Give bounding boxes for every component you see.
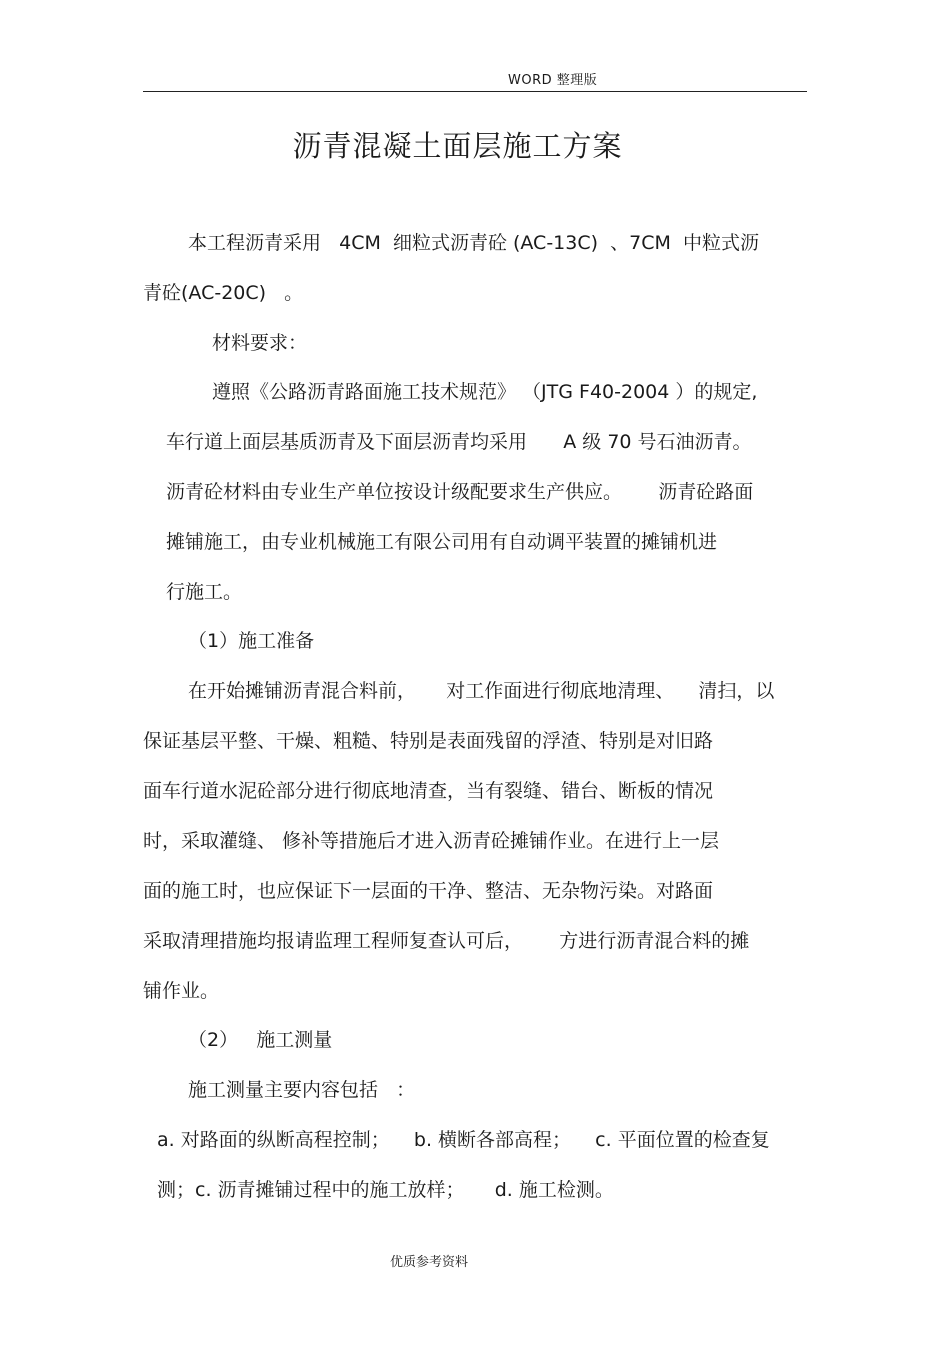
body-line-13: 时，采取灌缝、 修补等措施后才进入沥青砼摊铺作业。在进行上一层 <box>143 830 720 852</box>
body-line-8: 行施工。 <box>166 581 243 603</box>
body-line-20: 测；c. 沥青摊铺过程中的施工放样； d. 施工检测。 <box>157 1179 614 1201</box>
section-heading-1: （1）施工准备 <box>188 630 315 652</box>
body-line-15: 采取清理措施均报请监理工程师复查认可后， 方进行沥青混合料的摊 <box>143 930 750 952</box>
body-line-16: 铺作业。 <box>143 980 220 1002</box>
header-divider <box>143 91 807 92</box>
body-line-14: 面的施工时，也应保证下一层面的干净、整洁、无杂物污染。对路面 <box>143 880 714 902</box>
body-line-7: 摊铺施工，由专业机械施工有限公司用有自动调平装置的摊铺机进 <box>166 531 718 553</box>
body-line-1: 本工程沥青采用 4CM 细粒式沥青砼 (AC-13C) 、7CM 中粒式沥 <box>188 232 759 254</box>
body-line-10: 在开始摊铺沥青混合料前， 对工作面进行彻底地清理、 清扫，以 <box>188 680 775 702</box>
body-line-18: 施工测量主要内容包括 ： <box>188 1079 416 1101</box>
body-line-4: 遵照《公路沥青路面施工技术规范》 （JTG F40-2004 ）的规定, <box>212 381 758 403</box>
page-header-text: WORD 整理版 <box>508 73 598 88</box>
body-line-12: 面车行道水泥砼部分进行彻底地清查，当有裂缝、错台、断板的情况 <box>143 780 714 802</box>
body-line-6: 沥青砼材料由专业生产单位按设计级配要求生产供应。 沥青砼路面 <box>166 481 754 503</box>
body-line-19: a. 对路面的纵断高程控制； b. 横断各部高程； c. 平面位置的检查复 <box>157 1129 770 1151</box>
section-heading-2: （2） 施工测量 <box>188 1029 333 1051</box>
body-line-3: 材料要求： <box>212 332 308 354</box>
body-line-5: 车行道上面层基质沥青及下面层沥青均采用 A 级 70 号石油沥青。 <box>166 431 752 453</box>
body-line-2: 青砼(AC-20C) 。 <box>143 282 304 304</box>
document-title: 沥青混凝土面层施工方案 <box>292 129 623 163</box>
body-line-11: 保证基层平整、干燥、粗糙、特别是表面残留的浮渣、特别是对旧路 <box>143 730 714 752</box>
page-footer-text: 优质参考资料 <box>390 1255 469 1270</box>
